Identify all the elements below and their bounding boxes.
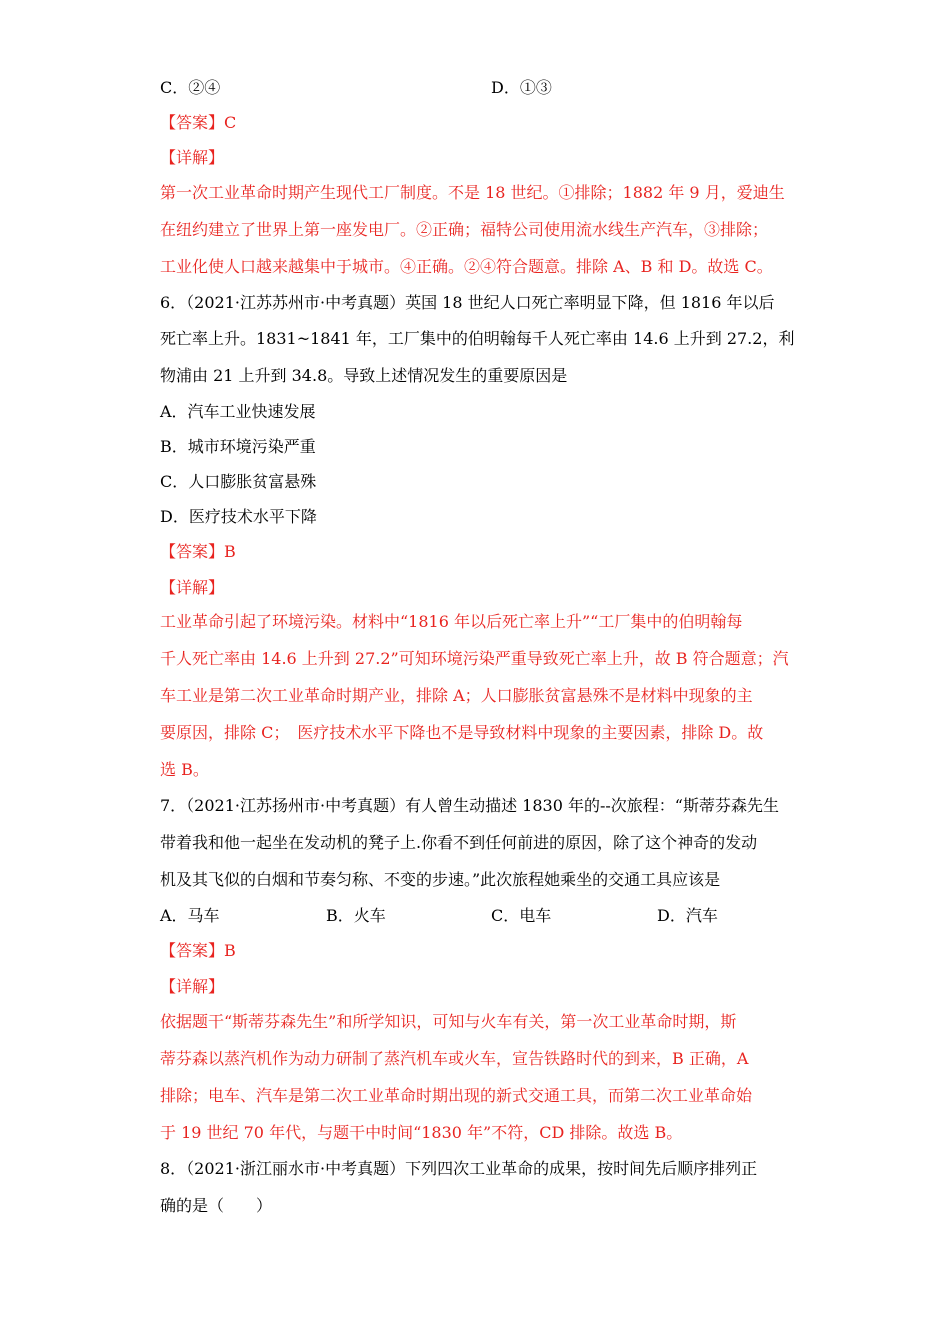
q6-stem-line: 物浦由 21 上升到 34.8。导致上述情况发生的重要原因是 [160,366,568,385]
q6-option-c: C．人口膨胀贫富悬殊 [160,472,317,491]
q6-option-d: D．医疗技术水平下降 [160,507,317,526]
q6-analysis-line: 车工业是第二次工业革命时期产业，排除 A；人口膨胀贫富悬殊不是材料中现象的主 [160,686,753,705]
q5-analysis-line: 工业化使人口越来越集中于城市。④正确。②④符合题意。排除 A、B 和 D。故选 C。 [160,257,773,276]
q5-answer: 【答案】C [160,113,237,132]
q6-analysis-line: 千人死亡率由 14.6 上升到 27.2”可知环境污染严重导致死亡率上升，故 B 符合题意；汽 [160,649,789,668]
q6-stem-line: 死亡率上升。1831~1841 年，工厂集中的伯明翰每千人死亡率由 14.6 上升到 27.2，利 [160,329,795,348]
q5-option-c: C．②④ [160,78,221,97]
q7-analysis-line: 排除；电车、汽车是第二次工业革命时期出现的新式交通工具，而第二次工业革命始 [160,1086,753,1105]
q7-stem-line: 机及其飞似的白烟和节奏匀称、不变的步速。”此次旅程她乘坐的交通工具应该是 [160,870,721,889]
q5-analysis-line: 在纽约建立了世界上第一座发电厂。②正确；福特公司使用流水线生产汽车，③排除； [160,220,769,239]
q7-analysis-line: 蒂芬森以蒸汽机作为动力研制了蒸汽机车或火车，宣告铁路时代的到来，B 正确，A [160,1049,749,1068]
q6-analysis-label: 【详解】 [160,578,225,597]
q7-stem-line: 7．（2021·江苏扬州市·中考真题）有人曾生动描述 1830 年的--次旅程：“斯蒂芬森先生 [160,796,779,815]
q6-analysis-line: 要原因，排除 C； 医疗技术水平下降也不是导致材料中现象的主要因素，排除 D。故 [160,723,764,742]
q7-option-a: A．马车 [160,906,220,925]
q6-analysis-line: 选 B。 [160,760,209,779]
q7-analysis-line: 依据题干“斯蒂芬森先生”和所学知识，可知与火车有关，第一次工业革命时期，斯 [160,1012,737,1031]
q5-analysis-label: 【详解】 [160,148,225,167]
q5-option-d: D．①③ [491,78,552,97]
q7-option-c: C．电车 [491,906,552,925]
q7-answer: 【答案】B [160,941,236,960]
q6-option-a: A．汽车工业快速发展 [160,402,316,421]
q8-stem-line: 8．（2021·浙江丽水市·中考真题）下列四次工业革命的成果，按时间先后顺序排列正 [160,1159,758,1178]
q6-analysis-line: 工业革命引起了环境污染。材料中“1816 年以后死亡率上升”“工厂集中的伯明翰每 [160,612,743,631]
q7-analysis-label: 【详解】 [160,977,225,996]
q5-analysis-line: 第一次工业革命时期产生现代工厂制度。不是 18 世纪。①排除；1882 年 9 月，爱迪生 [160,183,785,202]
q8-stem-line: 确的是（ ） [160,1196,273,1215]
q6-option-b: B．城市环境污染严重 [160,437,316,456]
q6-answer: 【答案】B [160,542,236,561]
q7-stem-line: 带着我和他一起坐在发动机的凳子上.你看不到任何前进的原因，除了这个神奇的发动 [160,833,758,852]
q7-option-d: D．汽车 [657,906,718,925]
q7-analysis-line: 于 19 世纪 70 年代，与题干中时间“1830 年”不符，CD 排除。故选 B。 [160,1123,683,1142]
q6-stem-line: 6．（2021·江苏苏州市·中考真题）英国 18 世纪人口死亡率明显下降，但 1816 年以后 [160,293,775,312]
q7-option-b: B．火车 [326,906,386,925]
